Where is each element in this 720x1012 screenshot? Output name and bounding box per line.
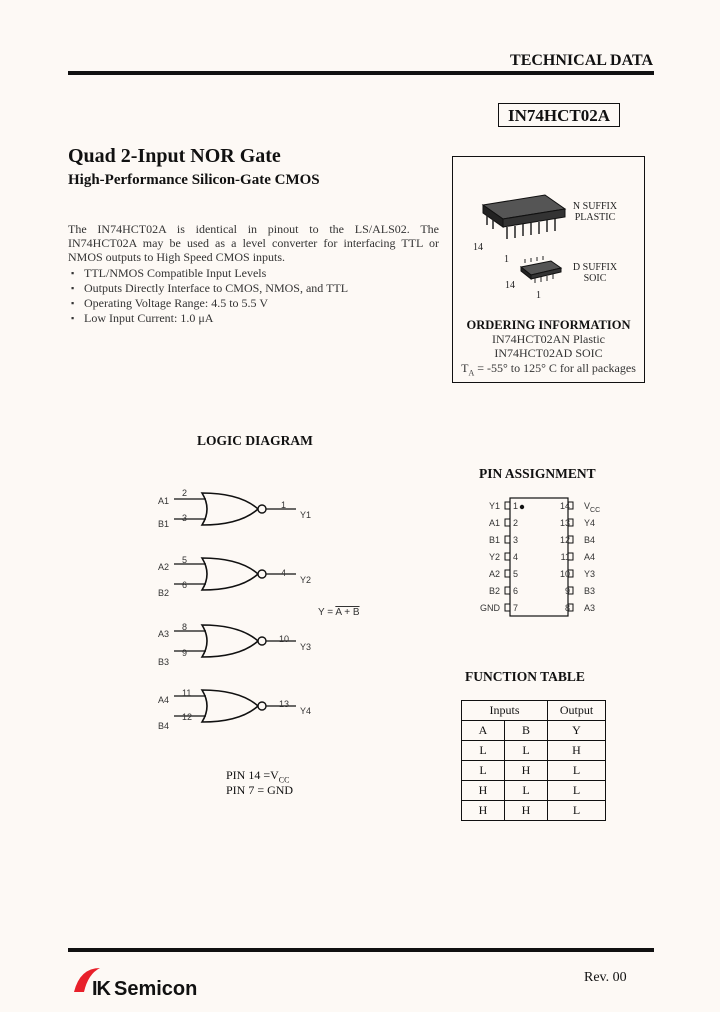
gate-input-label: B2 [158,588,170,598]
ordering-title: ORDERING INFORMATION [466,318,631,332]
table-cell: H [505,761,548,781]
n-suffix-label [565,201,625,223]
gate-pin-number: 10 [279,634,290,644]
pin-number: 10 [559,569,570,579]
feature-list [68,266,448,326]
ordering-line: IN74HCT02AN Plastic [492,332,605,346]
feature-item: ▪ TTL/NMOS Compatible Input Levels [68,266,448,281]
feature-item: ▪ Low Input Current: 1.0 μA [68,311,448,326]
logo-brand-name: Semicon [114,978,198,1000]
d-suffix-label [565,262,625,284]
logic-diagram-title: LOGIC DIAGRAM [197,433,313,448]
table-row [462,761,606,781]
dip-package-icon [483,195,565,239]
function-table [461,700,606,821]
pin-name: A3 [584,603,596,613]
table-cell: L [505,741,548,761]
pin-number: 5 [513,569,519,579]
revision-label: Rev. 00 [584,970,627,985]
dip-pin1-label: 1 [504,254,509,265]
column-header: B [505,721,548,741]
gate-pin-number: 3 [182,513,188,523]
gate-pin-number: 5 [182,555,188,565]
pin-number: 9 [564,586,570,596]
soic-pin1-label: 1 [536,290,541,301]
ta-range-text: = -55° to 125° C for all packages [474,361,636,375]
table-cell: L [548,801,606,821]
pin-number: 8 [564,603,570,613]
gate-pin-number: 4 [281,568,287,578]
pin-number: 12 [559,535,570,545]
pin-number: 3 [513,535,519,545]
pin-name: Y3 [584,569,596,579]
d-suffix-text: D SUFFIX [572,262,618,273]
pin-number: 13 [559,518,570,528]
gate-input-label: B4 [158,721,170,731]
pin-number: 4 [513,552,519,562]
pin-number: 6 [513,586,519,596]
soic-package-icon [521,256,561,283]
pin-name: B2 [488,586,500,596]
pin-number: 11 [560,552,570,562]
logo-prefix: IK [92,978,110,1000]
header-rule [68,71,654,75]
n-suffix-text: N SUFFIX [572,201,618,212]
footer-rule [68,948,654,952]
pin-name: B1 [488,535,500,545]
gate-input-label: A2 [158,562,170,572]
nor-gate-icon [174,625,296,657]
pin-name: B3 [584,586,596,596]
pin-name: A4 [584,552,596,562]
pin-name-vcc [584,501,600,514]
output-header: Output [548,701,606,721]
gate-pin-number: 6 [182,580,188,590]
feature-item: ▪ Operating Voltage Range: 4.5 to 5.5 V [68,296,448,311]
table-cell: L [505,781,548,801]
temperature-range [453,361,644,377]
page-title: Quad 2-Input NOR Gate [68,145,281,167]
nor-equation [318,607,360,618]
nor-gate-icon [174,493,296,525]
pin-number: 1 [513,501,519,511]
pin-name: B4 [584,535,596,545]
vcc-subscript: CC [590,506,601,514]
table-cell: L [462,761,505,781]
gate-output-label: Y4 [300,706,312,716]
pin14-note [226,768,289,784]
gate-output-label: Y1 [300,510,312,520]
pin1-marker-icon [520,505,524,509]
gate-input-label: A4 [158,695,170,705]
inputs-header: Inputs [462,701,548,721]
table-cell: H [548,741,606,761]
table-cell: H [462,801,505,821]
gate-pin-number: 8 [182,622,188,632]
table-header-group-row [462,701,606,721]
nor-gate-icon [174,558,296,590]
header-title: TECHNICAL DATA [510,52,653,69]
page-subtitle: High-Performance Silicon-Gate CMOS [68,172,320,188]
pin-name: GND [480,603,500,613]
table-cell: L [462,741,505,761]
pin14-subscript: CC [278,775,290,785]
equation-lhs: Y = [318,607,336,618]
ta-symbol: T [461,361,469,375]
table-row [462,781,606,801]
pin-assignment-title: PIN ASSIGNMENT [479,466,596,481]
n-type-text: PLASTIC [574,212,616,223]
table-cell: H [505,801,548,821]
pin-number: 14 [559,501,570,511]
function-table-title: FUNCTION TABLE [465,669,585,684]
table-cell: L [548,761,606,781]
ta-subscript: A [468,368,475,378]
pin-name: A2 [488,569,500,579]
gate-output-label: Y3 [300,642,312,652]
table-header-row [462,721,606,741]
gate-input-label: B1 [158,519,170,529]
gate-input-label: A1 [158,496,170,506]
gate-input-label: A3 [158,629,170,639]
package-illustration [453,157,646,307]
pin-name: Y2 [488,552,500,562]
gate-pin-number: 13 [279,699,290,709]
description: The IN74HCT02A is identical in pinout to the LS/ALS02. The IN74HCT02A may be used as a level converter for interfacing TTL or NMOS outputs to High Speed CMOS inputs. [68,222,439,264]
soic-pin14-label: 14 [505,280,515,291]
table-row [462,801,606,821]
gate-pin-number: 1 [281,500,287,510]
part-number-box: IN74HCT02A [498,103,620,127]
gate-input-label: B3 [158,657,170,667]
column-header: Y [548,721,606,741]
pin-name: V [584,501,591,511]
pin-number: 7 [513,603,519,613]
dip-pin14-label: 14 [473,242,483,253]
pin-name: Y4 [584,518,596,528]
gate-pin-number: 11 [182,688,192,698]
table-row [462,741,606,761]
equation-rhs: A + B [335,607,360,618]
d-type-text: SOIC [583,273,607,284]
table-cell: H [462,781,505,801]
pin-name: Y1 [488,501,500,511]
pin14-text: PIN 14 =V [226,768,279,782]
gate-pin-number: 2 [182,488,188,498]
pin7-note: PIN 7 = GND [226,783,294,797]
gate-pin-number: 9 [182,648,188,658]
gate-pin-number: 12 [182,712,193,722]
nor-gate-icon [174,690,296,722]
pin-name: A1 [488,518,500,528]
pin-number: 2 [513,518,519,528]
ordering-line: IN74HCT02AD SOIC [494,346,603,360]
column-header: A [462,721,505,741]
gate-output-label: Y2 [300,575,312,585]
feature-item: ▪ Outputs Directly Interface to CMOS, NMOS, and TTL [68,281,448,296]
package-info-box [452,156,645,383]
table-cell: L [548,781,606,801]
